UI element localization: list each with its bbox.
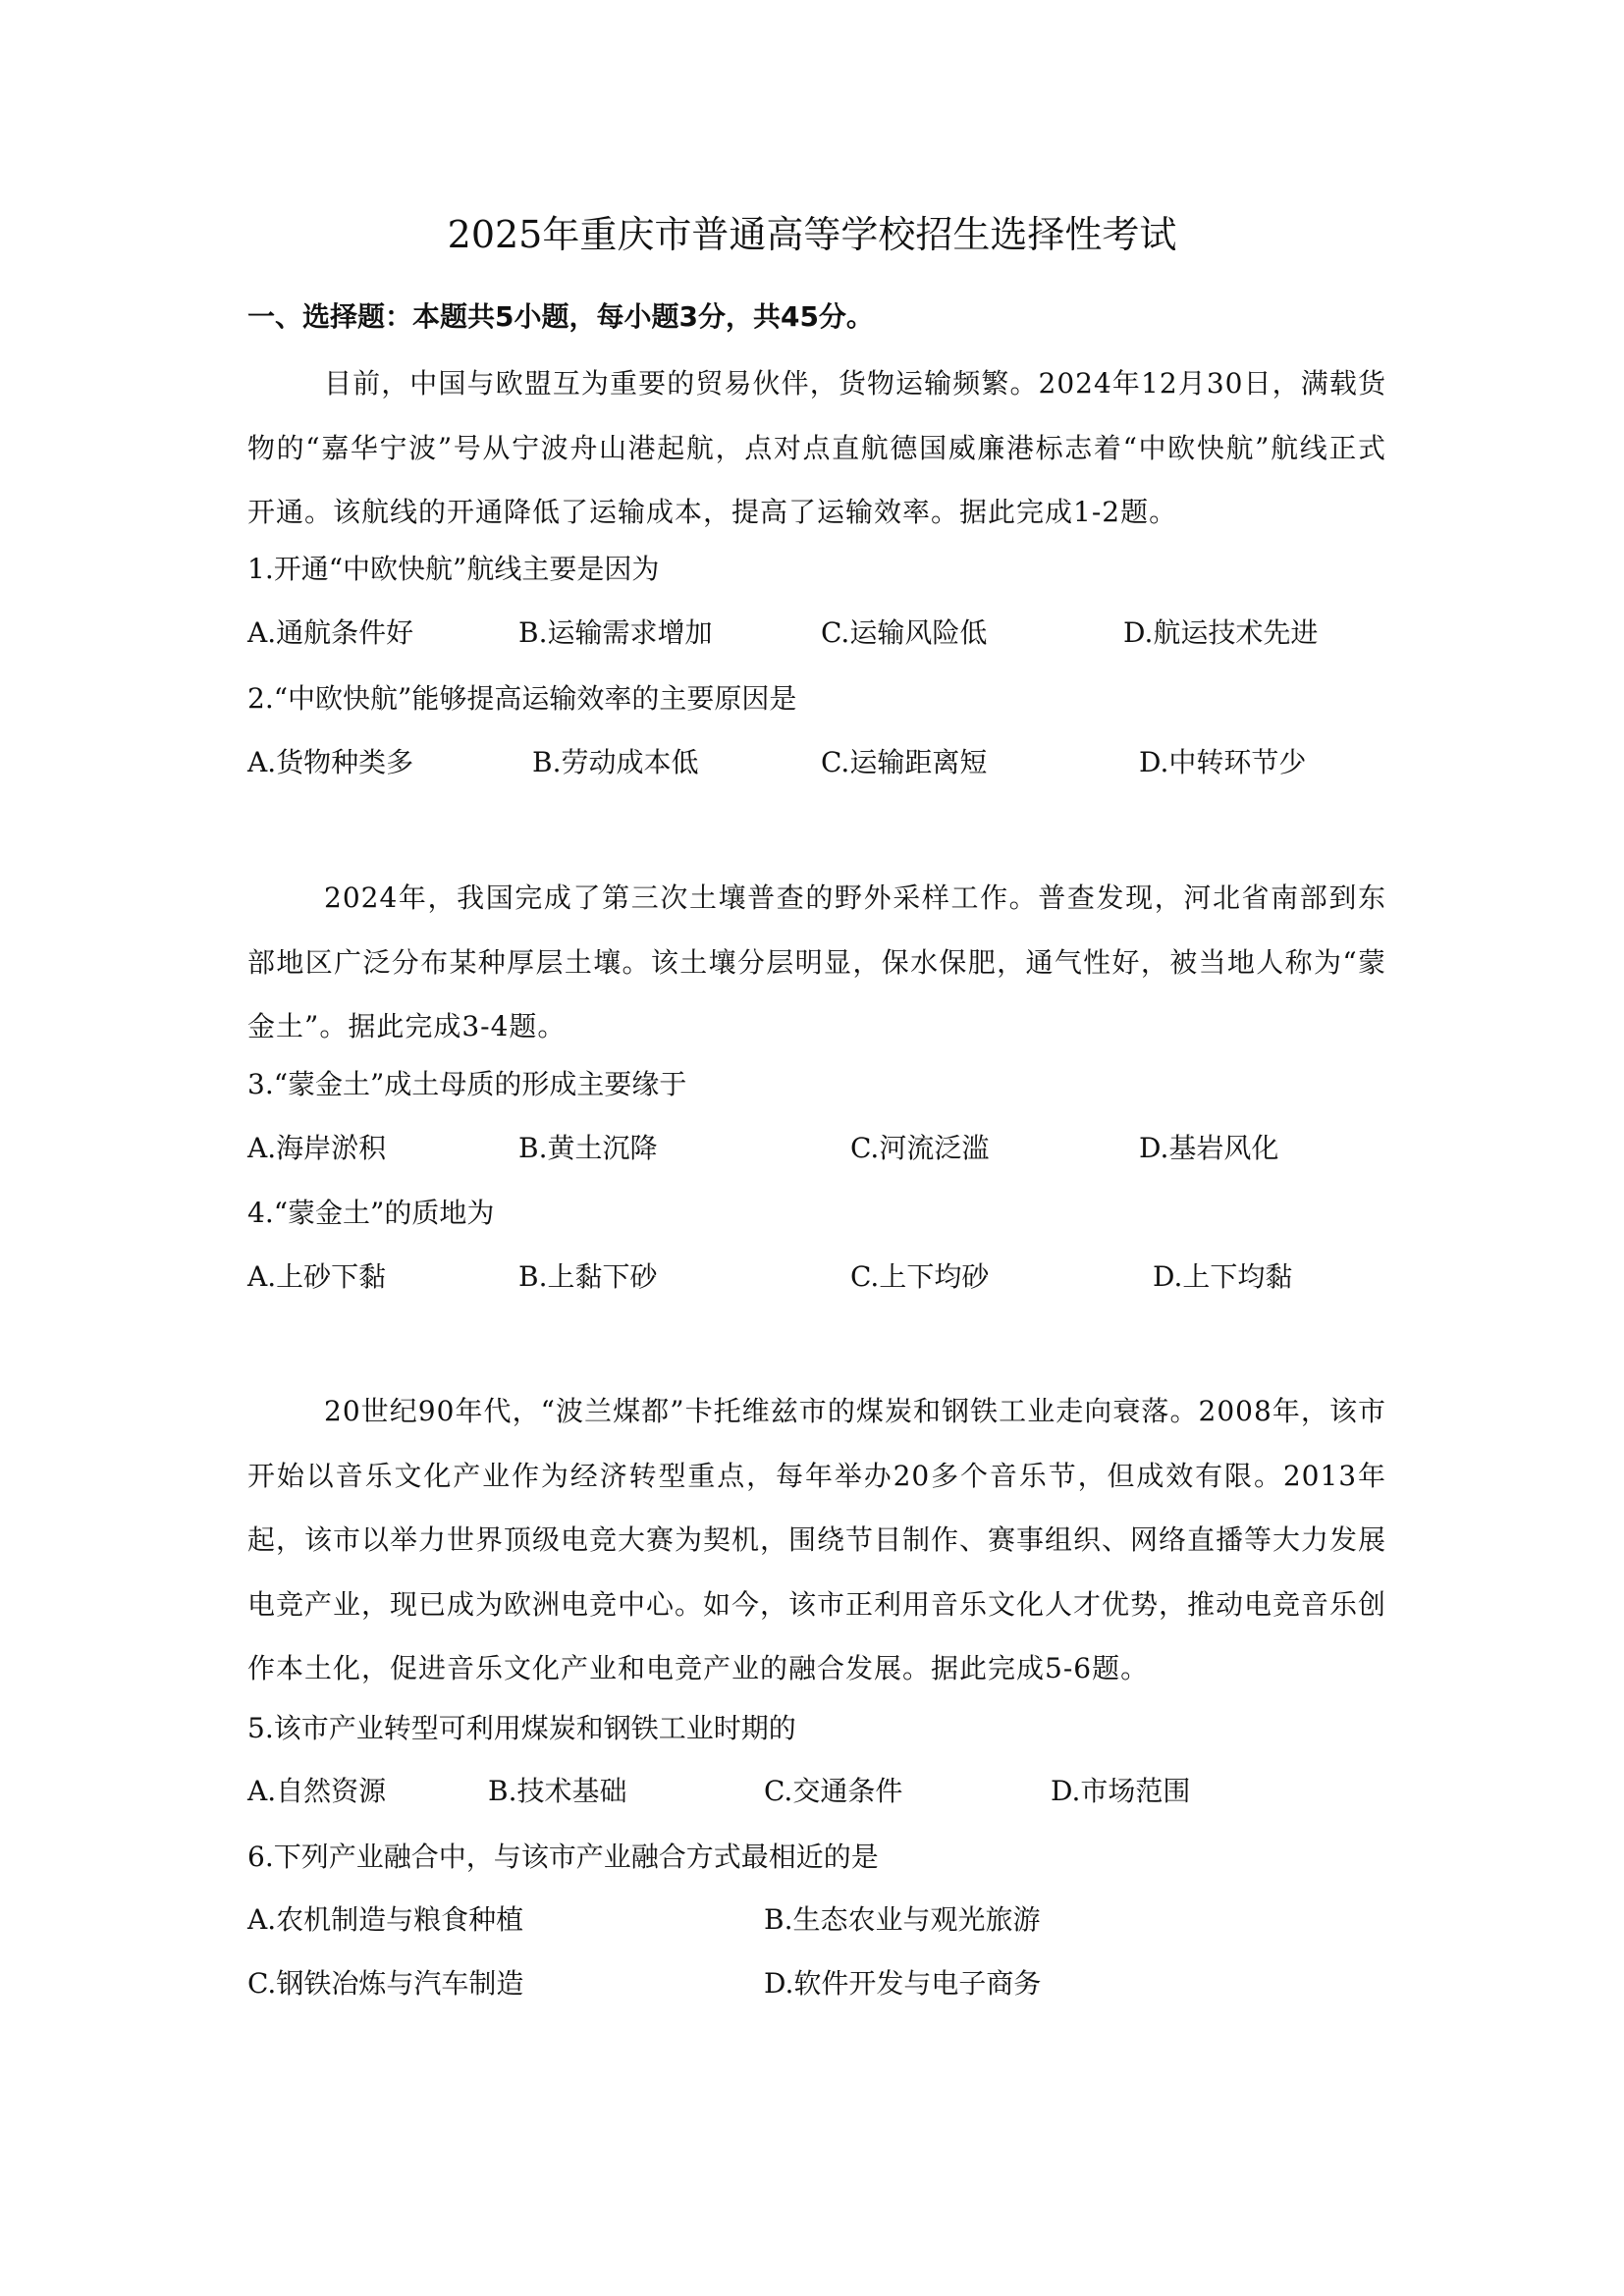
question-1-stem: 1.开通“中欧快航”航线主要是因为 [247,553,660,585]
question-5-option-b[interactable]: B.技术基础 [488,1775,627,1807]
question-4-option-c[interactable]: C.上下均砂 [850,1260,990,1293]
question-4-option-d[interactable]: D.上下均黏 [1153,1260,1293,1293]
question-1-option-b[interactable]: B.运输需求增加 [518,616,713,649]
question-6-option-c[interactable]: C.钢铁冶炼与汽车制造 [247,1967,524,2000]
exam-title: 2025年重庆市普通高等学校招生选择性考试 [447,213,1177,256]
question-4-option-b[interactable]: B.上黏下砂 [518,1260,658,1293]
passage-2: 2024年，我国完成了第三次土壤普查的野外采样工作。普查发现，河北省南部到东部地区广泛分布某种厚层土壤。该土壤分层明显，保水保肥，通气性好，被当地人称为“蒙金土”。据此完成3-4题。 [247,881,1386,1042]
question-1-option-c[interactable]: C.运输风险低 [821,616,988,649]
passage-1: 目前，中国与欧盟互为重要的贸易伙伴，货物运输频繁。2024年12月30日，满载货物的“嘉华宁波”号从宁波舟山港起航，点对点直航德国威廉港标志着“中欧快航”航线正式开通。该航线的开通降低了运输成本，提高了运输效率。据此完成1-2题。 [247,367,1386,528]
question-3-option-b[interactable]: B.黄土沉降 [518,1132,658,1164]
question-2-option-c[interactable]: C.运输距离短 [821,746,988,778]
question-4-stem: 4.“蒙金土”的质地为 [247,1197,495,1229]
question-2-option-d[interactable]: D.中转环节少 [1139,746,1307,778]
section-heading: 一、选择题：本题共5小题，每小题3分，共45分。 [247,300,874,333]
question-6-option-b[interactable]: B.生态农业与观光旅游 [764,1903,1041,1936]
question-3-stem: 3.“蒙金土”成土母质的形成主要缘于 [247,1068,687,1100]
question-3-option-d[interactable]: D.基岩风化 [1139,1132,1279,1164]
question-6-stem: 6.下列产业融合中，与该市产业融合方式最相近的是 [247,1841,879,1873]
question-3-option-a[interactable]: A.海岸淤积 [247,1132,387,1164]
question-5-option-c[interactable]: C.交通条件 [764,1775,903,1807]
question-2-stem: 2.“中欧快航”能够提高运输效率的主要原因是 [247,682,797,715]
question-6-option-a[interactable]: A.农机制造与粮食种植 [247,1903,524,1936]
question-6-option-d[interactable]: D.软件开发与电子商务 [764,1967,1042,2000]
question-2-option-a[interactable]: A.货物种类多 [247,746,414,778]
question-5-option-a[interactable]: A.自然资源 [247,1775,387,1807]
question-2-option-b[interactable]: B.劳动成本低 [532,746,699,778]
question-5-stem: 5.该市产业转型可利用煤炭和钢铁工业时期的 [247,1712,796,1744]
question-1-option-d[interactable]: D.航运技术先进 [1123,616,1319,649]
question-3-option-c[interactable]: C.河流泛滥 [850,1132,990,1164]
passage-3: 20世纪90年代，“波兰煤都”卡托维兹市的煤炭和钢铁工业走向衰落。2008年，该市开始以音乐文化产业作为经济转型重点，每年举办20多个音乐节，但成效有限。2013年起，该市以举力世界顶级电竞大赛为契机，围绕节目制作、赛事组织、网络直播等大力发展电竞产业，现已成为欧洲电竞中心。如今，该市正利用音乐文化人才优势，推动电竞音乐创作本土化，促进音乐文化产业和电竞产业的融合发展。据此完成5-6题。 [247,1395,1387,1684]
question-4-option-a[interactable]: A.上砂下黏 [247,1260,387,1293]
question-1-option-a[interactable]: A.通航条件好 [247,616,414,649]
question-5-option-d[interactable]: D.市场范围 [1051,1775,1191,1807]
